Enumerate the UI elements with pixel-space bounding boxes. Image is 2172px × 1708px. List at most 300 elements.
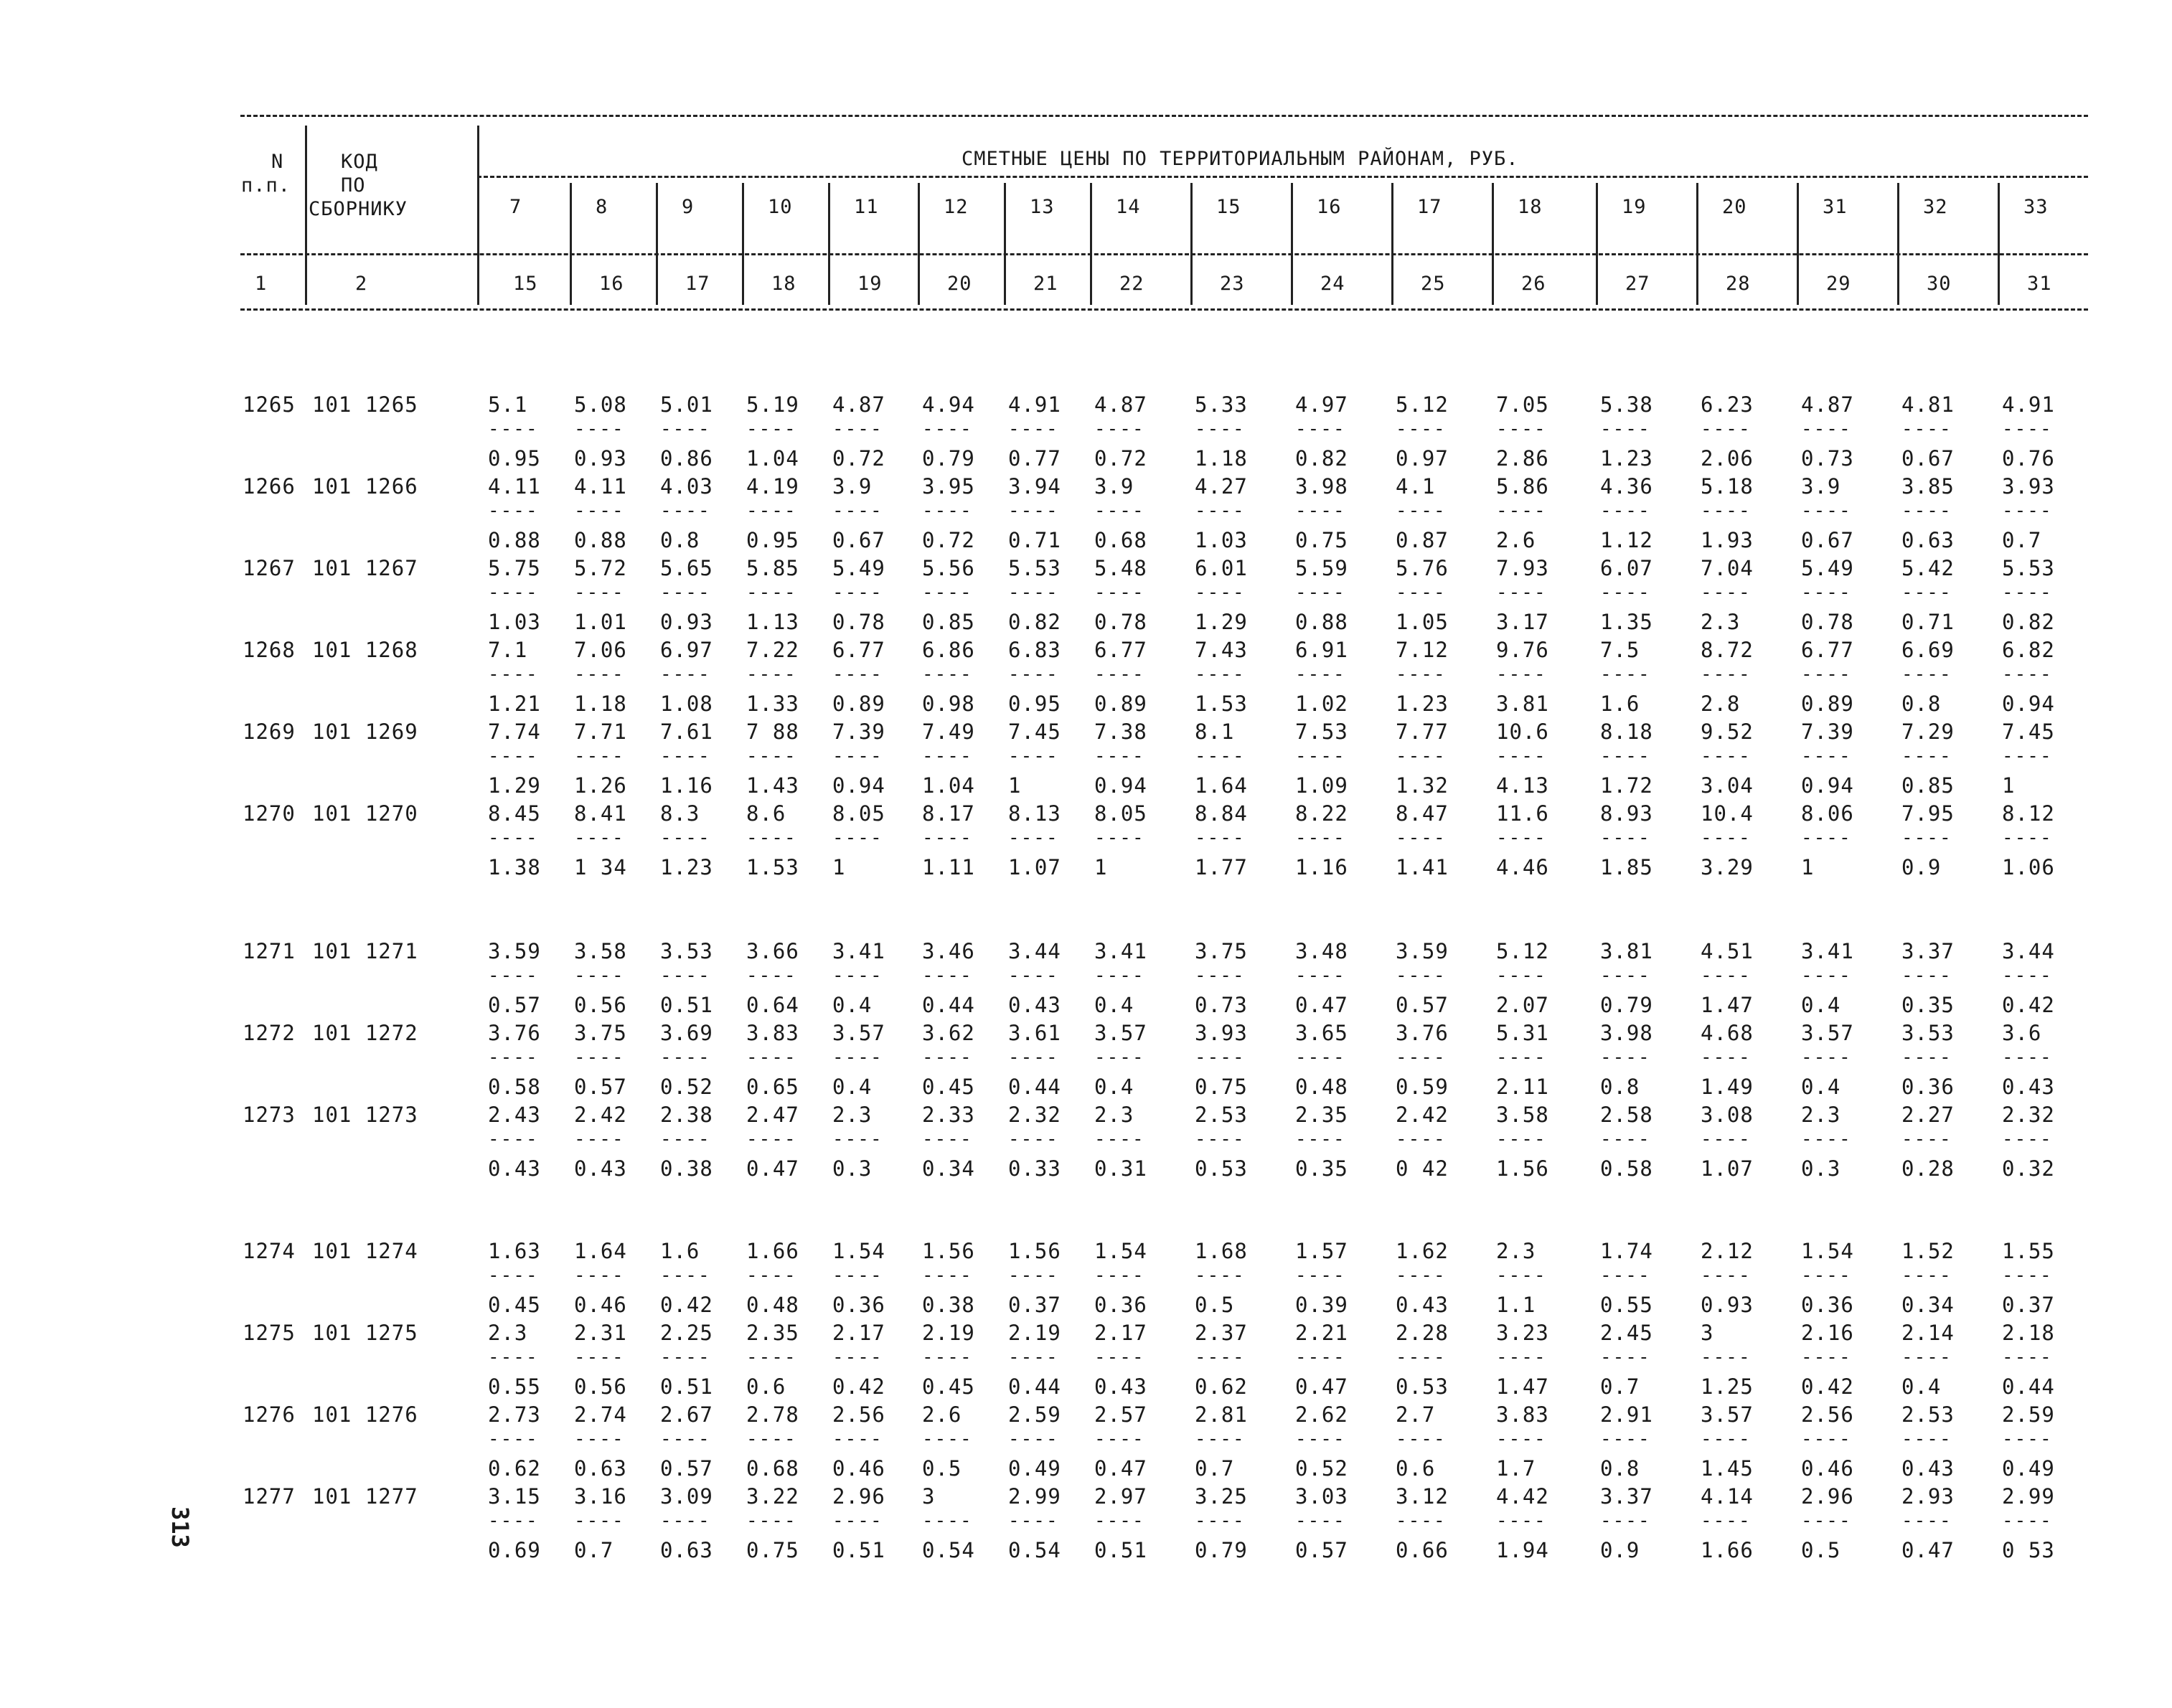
cell-bottom: 0.93: [1701, 1293, 1754, 1317]
cell-divider: ----: [1496, 1428, 1547, 1450]
cell-divider: ----: [1901, 827, 1952, 849]
cell-top: 3.69: [660, 1021, 713, 1045]
cell-top: 5.1: [488, 392, 528, 417]
cell-top: 6.69: [1901, 638, 1955, 662]
cell-top: 8.13: [1008, 801, 1061, 826]
cell-divider: ----: [922, 1510, 973, 1532]
header-vline: [1596, 183, 1598, 305]
cell-bottom: 1: [832, 855, 846, 879]
cell-top: 1.54: [1094, 1239, 1147, 1263]
cell-divider: ----: [1008, 1128, 1059, 1150]
cell-bottom: 1.07: [1008, 855, 1061, 879]
cell-bottom: 0.51: [660, 1374, 713, 1399]
cell-divider: ----: [832, 1128, 883, 1150]
cell-bottom: 0.56: [574, 993, 627, 1017]
header-vline: [1190, 183, 1193, 305]
cell-bottom: 0.69: [488, 1538, 541, 1562]
cell-top: 5.18: [1701, 474, 1754, 499]
cell-divider: ----: [746, 1047, 797, 1068]
cell-divider: ----: [1094, 664, 1145, 685]
cell-top: 3.48: [1295, 939, 1348, 963]
cell-divider: ----: [1295, 1428, 1346, 1450]
cell-divider: ----: [832, 1510, 883, 1532]
cell-divider: ----: [1801, 827, 1852, 849]
cell-bottom: 0.71: [1008, 528, 1061, 552]
cell-bottom: 1: [1008, 773, 1022, 798]
cell-top: 8.3: [660, 801, 700, 826]
header-index-col: 15: [513, 273, 538, 295]
cell-top: 2.6: [922, 1402, 962, 1427]
cell-top: 2.32: [1008, 1103, 1061, 1127]
cell-divider: ----: [1195, 1346, 1246, 1368]
cell-bottom: 1.49: [1701, 1075, 1754, 1099]
cell-divider: ----: [1008, 664, 1059, 685]
cell-bottom: 2.06: [1701, 446, 1754, 471]
cell-divider: ----: [1801, 1128, 1852, 1150]
cell-divider: ----: [922, 827, 973, 849]
cell-bottom: 4.46: [1496, 855, 1549, 879]
cell-bottom: 0.72: [1094, 446, 1147, 471]
cell-top: 8.22: [1295, 801, 1348, 826]
cell-divider: ----: [488, 1128, 539, 1150]
cell-top: 1.56: [1008, 1239, 1061, 1263]
cell-bottom: 0 53: [2002, 1538, 2055, 1562]
cell-bottom: 0.4: [1094, 993, 1134, 1017]
header-region-19: 19: [1622, 196, 1647, 218]
cell-top: 5.19: [746, 392, 799, 417]
cell-divider: ----: [1496, 1510, 1547, 1532]
cell-bottom: 1.23: [1396, 692, 1449, 716]
cell-bottom: 2.11: [1496, 1075, 1549, 1099]
cell-top: 4.51: [1701, 939, 1754, 963]
cell-bottom: 0.89: [1801, 692, 1854, 716]
cell-top: 1.66: [746, 1239, 799, 1263]
header-region-14: 14: [1116, 196, 1141, 218]
cell-divider: ----: [2002, 1128, 2053, 1150]
cell-top: 6.82: [2002, 638, 2055, 662]
cell-bottom: 1.01: [574, 610, 627, 634]
cell-divider: ----: [1396, 965, 1447, 986]
cell-bottom: 0.8: [1901, 692, 1942, 716]
cell-bottom: 0.77: [1008, 446, 1061, 471]
cell-bottom: 0.67: [1901, 446, 1955, 471]
cell-divider: ----: [1195, 1047, 1246, 1068]
cell-bottom: 0.94: [2002, 692, 2055, 716]
cell-divider: ----: [660, 1265, 711, 1286]
cell-bottom: 1.18: [574, 692, 627, 716]
cell-bottom: 1.18: [1195, 446, 1248, 471]
header-vline: [918, 183, 920, 305]
cell-top: 3.41: [1094, 939, 1147, 963]
cell-bottom: 0.97: [1396, 446, 1449, 471]
cell-bottom: 0.95: [746, 528, 799, 552]
cell-bottom: 0.57: [488, 993, 541, 1017]
header-po-label: ПО: [341, 174, 366, 197]
cell-divider: ----: [832, 1265, 883, 1286]
cell-bottom: 1.53: [1195, 692, 1248, 716]
header-region-13: 13: [1030, 196, 1055, 218]
cell-divider: ----: [1094, 1346, 1145, 1368]
cell-bottom: 0.68: [1094, 528, 1147, 552]
cell-divider: ----: [1396, 664, 1447, 685]
cell-divider: ----: [2002, 664, 2053, 685]
cell-bottom: 0.45: [922, 1374, 975, 1399]
cell-bottom: 0.75: [1195, 1075, 1248, 1099]
cell-bottom: 0.34: [1901, 1293, 1955, 1317]
cell-divider: ----: [1295, 1265, 1346, 1286]
cell-top: 3.9: [1094, 474, 1134, 499]
cell-top: 3.53: [1901, 1021, 1955, 1045]
cell-divider: ----: [488, 418, 539, 440]
cell-top: 2.42: [574, 1103, 627, 1127]
cell-divider: ----: [1701, 745, 1752, 767]
cell-bottom: 1.26: [574, 773, 627, 798]
cell-divider: ----: [1901, 1128, 1952, 1150]
cell-divider: ----: [660, 1510, 711, 1532]
cell-top: 5.08: [574, 392, 627, 417]
header-pp-label: п.п.: [241, 174, 291, 197]
cell-bottom: 0.85: [1901, 773, 1955, 798]
cell-divider: ----: [1295, 965, 1346, 986]
cell-divider: ----: [660, 582, 711, 603]
cell-top: 3.12: [1396, 1484, 1449, 1509]
cell-divider: ----: [1295, 582, 1346, 603]
cell-divider: ----: [832, 1346, 883, 1368]
cell-top: 3.93: [2002, 474, 2055, 499]
cell-top: 5.49: [1801, 556, 1854, 580]
cell-divider: ----: [660, 664, 711, 685]
cell-bottom: 0.43: [1008, 993, 1061, 1017]
cell-divider: ----: [746, 1128, 797, 1150]
cell-top: 2.3: [1801, 1103, 1841, 1127]
cell-top: 8.05: [1094, 801, 1147, 826]
cell-divider: ----: [922, 745, 973, 767]
cell-divider: ----: [1600, 827, 1651, 849]
cell-divider: ----: [488, 827, 539, 849]
cell-bottom: 0.75: [1295, 528, 1348, 552]
cell-top: 2.57: [1094, 1402, 1147, 1427]
cell-bottom: 0.43: [1901, 1456, 1955, 1481]
header-index-col: 29: [1826, 273, 1851, 295]
cell-divider: ----: [488, 1428, 539, 1450]
cell-bottom: 2.07: [1496, 993, 1549, 1017]
cell-bottom: 0.44: [1008, 1374, 1061, 1399]
cell-top: 2.28: [1396, 1321, 1449, 1345]
cell-top: 2.18: [2002, 1321, 2055, 1345]
cell-divider: ----: [1701, 664, 1752, 685]
cell-top: 2.81: [1195, 1402, 1248, 1427]
cell-divider: ----: [1094, 1428, 1145, 1450]
cell-bottom: 0.85: [922, 610, 975, 634]
cell-bottom: 0.47: [1901, 1538, 1955, 1562]
cell-bottom: 0.55: [1600, 1293, 1653, 1317]
cell-divider: ----: [1195, 1128, 1246, 1150]
cell-top: 3.76: [1396, 1021, 1449, 1045]
cell-top: 2.14: [1901, 1321, 1955, 1345]
cell-top: 7.39: [1801, 719, 1854, 744]
cell-bottom: 0.78: [1094, 610, 1147, 634]
header-region-20: 20: [1722, 196, 1747, 218]
cell-bottom: 0.46: [1801, 1456, 1854, 1481]
cell-divider: ----: [660, 500, 711, 522]
cell-divider: ----: [2002, 1346, 2053, 1368]
cell-divider: ----: [1094, 745, 1145, 767]
cell-top: 3.58: [1496, 1103, 1549, 1127]
row-code: 101 1272: [312, 1021, 418, 1045]
row-number: 1273: [243, 1103, 296, 1127]
cell-top: 4.1: [1396, 474, 1436, 499]
cell-bottom: 1.72: [1600, 773, 1653, 798]
cell-bottom: 0.46: [574, 1293, 627, 1317]
cell-top: 11.6: [1496, 801, 1549, 826]
cell-divider: ----: [1801, 1510, 1852, 1532]
cell-top: 3.25: [1195, 1484, 1248, 1509]
cell-divider: ----: [1295, 500, 1346, 522]
cell-bottom: 0.42: [1801, 1374, 1854, 1399]
cell-bottom: 0.63: [660, 1538, 713, 1562]
cell-divider: ----: [832, 582, 883, 603]
cell-bottom: 0.47: [1295, 993, 1348, 1017]
cell-top: 3.98: [1600, 1021, 1653, 1045]
cell-bottom: 2.3: [1701, 610, 1741, 634]
cell-top: 5.31: [1496, 1021, 1549, 1045]
header-index-col: 22: [1119, 273, 1144, 295]
header-index-col: 19: [857, 273, 883, 295]
cell-top: 4.19: [746, 474, 799, 499]
cell-bottom: 0.57: [574, 1075, 627, 1099]
cell-divider: ----: [1094, 1047, 1145, 1068]
cell-bottom: 0.53: [1396, 1374, 1449, 1399]
header-vline: [570, 183, 572, 305]
cell-bottom: 1: [2002, 773, 2016, 798]
cell-bottom: 0.82: [2002, 610, 2055, 634]
cell-top: 7.5: [1600, 638, 1640, 662]
cell-top: 7.43: [1195, 638, 1248, 662]
cell-divider: ----: [1295, 664, 1346, 685]
cell-top: 9.76: [1496, 638, 1549, 662]
cell-bottom: 2.86: [1496, 446, 1549, 471]
cell-bottom: 0.4: [1801, 993, 1841, 1017]
header-kod-label: КОД: [341, 151, 378, 173]
cell-bottom: 0.7: [2002, 528, 2042, 552]
cell-top: 7.77: [1396, 719, 1449, 744]
cell-top: 3.53: [660, 939, 713, 963]
cell-divider: ----: [922, 500, 973, 522]
cell-divider: ----: [488, 965, 539, 986]
row-number: 1275: [243, 1321, 296, 1345]
cell-divider: ----: [922, 582, 973, 603]
header-vline: [1797, 183, 1799, 305]
cell-bottom: 0.54: [1008, 1538, 1061, 1562]
cell-top: 2.59: [2002, 1402, 2055, 1427]
cell-bottom: 0.39: [1295, 1293, 1348, 1317]
cell-divider: ----: [1396, 500, 1447, 522]
cell-bottom: 0.62: [1195, 1374, 1248, 1399]
cell-bottom: 0.44: [2002, 1374, 2055, 1399]
cell-top: 2.3: [832, 1103, 873, 1127]
cell-top: 2.3: [488, 1321, 528, 1345]
cell-top: 6.97: [660, 638, 713, 662]
cell-top: 2.56: [832, 1402, 885, 1427]
cell-divider: ----: [1008, 1346, 1059, 1368]
cell-divider: ----: [1094, 418, 1145, 440]
cell-bottom: 1.7: [1496, 1456, 1536, 1481]
cell-top: 3.66: [746, 939, 799, 963]
header-sborniku-label: СБОРНИКУ: [309, 198, 408, 220]
cell-top: 7.06: [574, 638, 627, 662]
cell-divider: ----: [1496, 965, 1547, 986]
cell-top: 2.33: [922, 1103, 975, 1127]
cell-divider: ----: [1195, 745, 1246, 767]
cell-top: 3.76: [488, 1021, 541, 1045]
cell-divider: ----: [922, 664, 973, 685]
row-code: 101 1269: [312, 719, 418, 744]
cell-bottom: 0.54: [922, 1538, 975, 1562]
cell-bottom: 1.29: [1195, 610, 1248, 634]
cell-top: 3.57: [1701, 1402, 1754, 1427]
cell-divider: ----: [1901, 1047, 1952, 1068]
cell-top: 2.73: [488, 1402, 541, 1427]
cell-divider: ----: [1600, 1428, 1651, 1450]
cell-divider: ----: [1701, 1510, 1752, 1532]
cell-divider: ----: [1600, 1128, 1651, 1150]
cell-top: 3.57: [832, 1021, 885, 1045]
header-index-col: 20: [947, 273, 972, 295]
cell-bottom: 0.43: [1396, 1293, 1449, 1317]
cell-divider: ----: [660, 1346, 711, 1368]
cell-top: 3.59: [1396, 939, 1449, 963]
cell-top: 2.12: [1701, 1239, 1754, 1263]
cell-divider: ----: [1600, 1346, 1651, 1368]
cell-top: 4.87: [1094, 392, 1147, 417]
row-number: 1270: [243, 801, 296, 826]
cell-top: 1.57: [1295, 1239, 1348, 1263]
cell-bottom: 0.79: [1195, 1538, 1248, 1562]
cell-bottom: 0.51: [832, 1538, 885, 1562]
cell-bottom: 0.5: [1801, 1538, 1841, 1562]
cell-divider: ----: [1195, 827, 1246, 849]
cell-bottom: 1.47: [1701, 993, 1754, 1017]
cell-bottom: 1.13: [746, 610, 799, 634]
cell-divider: ----: [832, 500, 883, 522]
cell-bottom: 0.43: [1094, 1374, 1147, 1399]
cell-top: 3.37: [1901, 939, 1955, 963]
cell-divider: ----: [1701, 418, 1752, 440]
cell-divider: ----: [746, 827, 797, 849]
cell-divider: ----: [574, 500, 625, 522]
cell-top: 3.9: [1801, 474, 1841, 499]
cell-bottom: 0 42: [1396, 1156, 1449, 1181]
cell-divider: ----: [2002, 418, 2053, 440]
cell-top: 6.77: [1094, 638, 1147, 662]
cell-divider: ----: [1801, 664, 1852, 685]
cell-bottom: 0.82: [1295, 446, 1348, 471]
cell-bottom: 0.67: [1801, 528, 1854, 552]
cell-bottom: 0.48: [1295, 1075, 1348, 1099]
cell-divider: ----: [488, 1047, 539, 1068]
cell-divider: ----: [922, 1265, 973, 1286]
cell-bottom: 0.8: [1600, 1456, 1640, 1481]
row-code: 101 1275: [312, 1321, 418, 1345]
cell-bottom: 1.32: [1396, 773, 1449, 798]
cell-top: 2.59: [1008, 1402, 1061, 1427]
cell-top: 3.57: [1801, 1021, 1854, 1045]
cell-top: 2.19: [1008, 1321, 1061, 1345]
cell-top: 5.53: [1008, 556, 1061, 580]
cell-divider: ----: [1396, 1265, 1447, 1286]
header-title: СМЕТНЫЕ ЦЕНЫ ПО ТЕРРИТОРИАЛЬНЫМ РАЙОНАМ, РУБ.: [962, 148, 1519, 170]
cell-divider: ----: [832, 745, 883, 767]
cell-divider: ----: [1008, 1510, 1059, 1532]
cell-top: 1.56: [922, 1239, 975, 1263]
cell-bottom: 0.33: [1008, 1156, 1061, 1181]
cell-top: 5.53: [2002, 556, 2055, 580]
cell-divider: ----: [1396, 1128, 1447, 1150]
header-vline: [1004, 183, 1006, 305]
cell-top: 2.27: [1901, 1103, 1955, 1127]
cell-bottom: 0.86: [660, 446, 713, 471]
cell-top: 5.72: [574, 556, 627, 580]
cell-bottom: 1.29: [488, 773, 541, 798]
cell-divider: ----: [1901, 1265, 1952, 1286]
cell-divider: ----: [2002, 1428, 2053, 1450]
cell-bottom: 0.7: [574, 1538, 614, 1562]
cell-top: 3.98: [1295, 474, 1348, 499]
cell-bottom: 0.89: [832, 692, 885, 716]
cell-top: 7.61: [660, 719, 713, 744]
cell-bottom: 0.4: [1901, 1374, 1942, 1399]
cell-top: 2.35: [746, 1321, 799, 1345]
cell-divider: ----: [2002, 500, 2053, 522]
cell-bottom: 0.94: [1094, 773, 1147, 798]
cell-divider: ----: [746, 965, 797, 986]
cell-bottom: 1.25: [1701, 1374, 1754, 1399]
cell-top: 2.67: [660, 1402, 713, 1427]
cell-bottom: 1.06: [2002, 855, 2055, 879]
cell-divider: ----: [1295, 1346, 1346, 1368]
cell-top: 3.81: [1600, 939, 1653, 963]
cell-top: 5.76: [1396, 556, 1449, 580]
cell-divider: ----: [1008, 1265, 1059, 1286]
cell-top: 3.85: [1901, 474, 1955, 499]
cell-top: 5.12: [1496, 939, 1549, 963]
row-code: 101 1270: [312, 801, 418, 826]
cell-divider: ----: [922, 1428, 973, 1450]
header-region-17: 17: [1417, 196, 1442, 218]
cell-divider: ----: [922, 965, 973, 986]
cell-divider: ----: [1701, 1047, 1752, 1068]
cell-divider: ----: [1008, 500, 1059, 522]
cell-divider: ----: [660, 1128, 711, 1150]
cell-top: 7.04: [1701, 556, 1754, 580]
cell-divider: ----: [1195, 965, 1246, 986]
cell-divider: ----: [1901, 1346, 1952, 1368]
cell-bottom: 0.72: [832, 446, 885, 471]
header-region-31: 31: [1823, 196, 1848, 218]
cell-divider: ----: [574, 745, 625, 767]
cell-divider: ----: [1396, 1047, 1447, 1068]
cell-top: 2.53: [1901, 1402, 1955, 1427]
cell-top: 1.54: [1801, 1239, 1854, 1263]
cell-bottom: 1.12: [1600, 528, 1653, 552]
cell-bottom: 0.44: [922, 993, 975, 1017]
cell-bottom: 0.48: [746, 1293, 799, 1317]
row-number: 1276: [243, 1402, 296, 1427]
cell-divider: ----: [1008, 965, 1059, 986]
cell-bottom: 0.95: [1008, 692, 1061, 716]
cell-top: 7 88: [746, 719, 799, 744]
cell-top: 6.91: [1295, 638, 1348, 662]
